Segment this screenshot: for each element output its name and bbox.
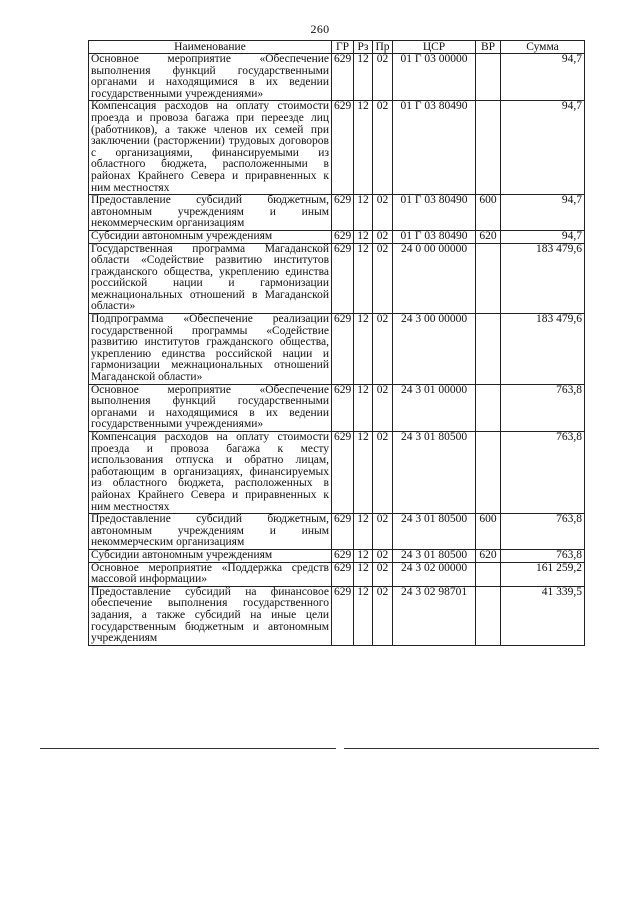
row-pr-cell: 02	[373, 384, 393, 431]
row-gr-cell: 629	[332, 243, 354, 314]
row-rz-cell: 12	[354, 101, 373, 195]
header-name: Наименование	[89, 41, 332, 54]
row-vr-cell: 620	[476, 230, 501, 243]
row-rz-cell: 12	[354, 314, 373, 385]
row-sum-cell: 161 259,2	[501, 562, 585, 586]
row-gr-cell: 629	[332, 549, 354, 562]
row-sum-cell: 183 479,6	[501, 243, 585, 314]
table-row	[89, 54, 585, 101]
header-vr: ВР	[476, 41, 501, 54]
row-name-cell: Компенсация расходов на оплату стоимости проезда и провоза багажа при переезде лиц (работников), а также членов их семей при заключении (расторжении) трудовых договоров с организациями, финансируемыми из областного бюджета, расположенными в районах Крайнего Севера и приравненных к ним местностях	[89, 101, 332, 195]
row-pr-cell: 02	[373, 432, 393, 514]
row-rz-cell: 12	[354, 562, 373, 586]
row-sum-cell: 763,8	[501, 549, 585, 562]
footer-rule-left	[40, 748, 336, 749]
row-rz-cell: 12	[354, 243, 373, 314]
row-pr-cell: 02	[373, 101, 393, 195]
row-csr-cell: 01 Г 03 80490	[393, 195, 476, 231]
row-pr-cell: 02	[373, 243, 393, 314]
row-pr-cell: 02	[373, 314, 393, 385]
row-gr-cell: 629	[332, 230, 354, 243]
row-csr-cell: 24 3 02 98701	[393, 586, 476, 645]
row-sum-cell: 94,7	[501, 101, 585, 195]
row-csr-cell: 24 3 02 00000	[393, 562, 476, 586]
row-vr-cell: 620	[476, 549, 501, 562]
table-row	[89, 549, 585, 562]
row-pr-cell: 02	[373, 54, 393, 101]
table-row	[89, 514, 585, 550]
row-vr-cell	[476, 54, 501, 101]
row-sum-cell: 94,7	[501, 54, 585, 101]
row-csr-cell: 24 3 01 80500	[393, 514, 476, 550]
row-csr-cell: 24 3 01 80500	[393, 549, 476, 562]
row-name-cell: Основное мероприятие «Обеспечение выполнения функций государственными органами и находящимися в их ведении государственными учреждениями»	[89, 54, 332, 101]
row-vr-cell	[476, 243, 501, 314]
row-name-cell: Субсидии автономным учреждениям	[89, 549, 332, 562]
table-row	[89, 230, 585, 243]
row-name-cell: Предоставление субсидий бюджетным, автономным учреждениям и иным некоммерческим организациям	[89, 195, 332, 231]
row-rz-cell: 12	[354, 54, 373, 101]
row-rz-cell: 12	[354, 514, 373, 550]
header-gr: ГР	[332, 41, 354, 54]
row-rz-cell: 12	[354, 230, 373, 243]
row-sum-cell: 94,7	[501, 195, 585, 231]
row-rz-cell: 12	[354, 384, 373, 431]
row-csr-cell: 01 Г 03 80490	[393, 230, 476, 243]
row-sum-cell: 763,8	[501, 432, 585, 514]
table-row	[89, 432, 585, 514]
row-gr-cell: 629	[332, 101, 354, 195]
row-gr-cell: 629	[332, 54, 354, 101]
header-rz: Рз	[354, 41, 373, 54]
row-sum-cell: 763,8	[501, 514, 585, 550]
row-gr-cell: 629	[332, 384, 354, 431]
budget-table	[88, 40, 585, 646]
row-vr-cell	[476, 384, 501, 431]
row-gr-cell: 629	[332, 562, 354, 586]
table-row	[89, 586, 585, 645]
table-row	[89, 101, 585, 195]
row-pr-cell: 02	[373, 230, 393, 243]
row-name-cell: Основное мероприятие «Обеспечение выполнения функций государственными органами и находящимися в их ведении государственными учреждениями»	[89, 384, 332, 431]
table-row	[89, 384, 585, 431]
row-sum-cell: 94,7	[501, 230, 585, 243]
table-row	[89, 562, 585, 586]
row-gr-cell: 629	[332, 514, 354, 550]
row-vr-cell: 600	[476, 195, 501, 231]
row-rz-cell: 12	[354, 195, 373, 231]
row-name-cell: Предоставление субсидий бюджетным, автономным учреждениям и иным некоммерческим организациям	[89, 514, 332, 550]
row-gr-cell: 629	[332, 586, 354, 645]
row-pr-cell: 02	[373, 514, 393, 550]
row-pr-cell: 02	[373, 549, 393, 562]
row-gr-cell: 629	[332, 314, 354, 385]
row-pr-cell: 02	[373, 195, 393, 231]
row-name-cell: Государственная программа Магаданской области «Содействие развитию институтов гражданского общества, укреплению единства российской нации и гармонизации межнациональных отношений в Магаданской области»	[89, 243, 332, 314]
row-sum-cell: 183 479,6	[501, 314, 585, 385]
row-name-cell: Основное мероприятие «Поддержка средств массовой информации»	[89, 562, 332, 586]
row-rz-cell: 12	[354, 432, 373, 514]
row-sum-cell: 763,8	[501, 384, 585, 431]
row-rz-cell: 12	[354, 549, 373, 562]
row-csr-cell: 24 0 00 00000	[393, 243, 476, 314]
table-header-row	[89, 41, 585, 54]
page-number: 260	[310, 22, 330, 36]
row-pr-cell: 02	[373, 562, 393, 586]
row-vr-cell	[476, 101, 501, 195]
row-vr-cell	[476, 586, 501, 645]
row-vr-cell	[476, 314, 501, 385]
row-pr-cell: 02	[373, 586, 393, 645]
row-vr-cell: 600	[476, 514, 501, 550]
row-name-cell: Подпрограмма «Обеспечение реализации государственной программы «Содействие развитию институтов гражданского общества, укреплению единства российской нации и гармонизации межнациональных отношений Магаданской области»	[89, 314, 332, 385]
row-rz-cell: 12	[354, 586, 373, 645]
row-name-cell: Предоставление субсидий на финансовое обеспечение выполнения государственного задания, а также субсидий на иные цели государственным бюджетным и автономным учреждениям	[89, 586, 332, 645]
row-name-cell: Компенсация расходов на оплату стоимости проезда и провоза багажа к месту использования отпуска и обратно лицам, работающим в организациях, финансируемых из областного бюджета, расположенных в районах Крайнего Севера и приравненных к ним местностях	[89, 432, 332, 514]
row-vr-cell	[476, 562, 501, 586]
row-csr-cell: 24 3 01 00000	[393, 384, 476, 431]
table-row	[89, 314, 585, 385]
row-sum-cell: 41 339,5	[501, 586, 585, 645]
row-name-cell: Субсидии автономным учреждениям	[89, 230, 332, 243]
header-csr: ЦСР	[393, 41, 476, 54]
header-pr: Пр	[373, 41, 393, 54]
table-row	[89, 195, 585, 231]
row-vr-cell	[476, 432, 501, 514]
row-csr-cell: 24 3 01 80500	[393, 432, 476, 514]
table-row	[89, 243, 585, 314]
footer-rule-right	[344, 748, 599, 749]
row-gr-cell: 629	[332, 432, 354, 514]
row-gr-cell: 629	[332, 195, 354, 231]
row-csr-cell: 01 Г 03 00000	[393, 54, 476, 101]
header-sum: Сумма	[501, 41, 585, 54]
row-csr-cell: 24 3 00 00000	[393, 314, 476, 385]
row-csr-cell: 01 Г 03 80490	[393, 101, 476, 195]
